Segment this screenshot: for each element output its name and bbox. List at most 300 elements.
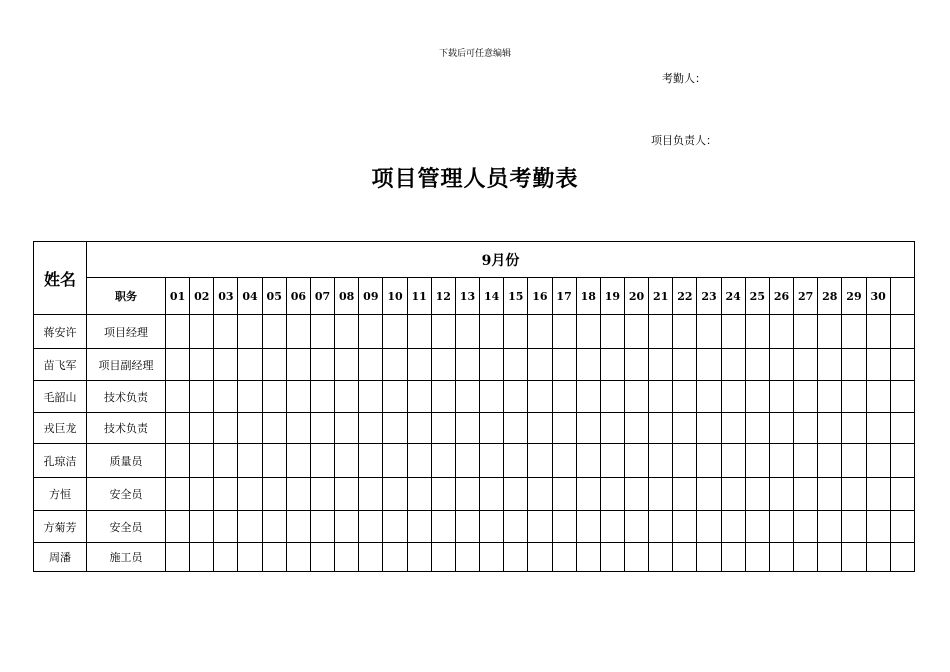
day-header: 02: [190, 278, 214, 315]
attendance-cell[interactable]: [842, 349, 866, 381]
day-header: 11: [407, 278, 431, 315]
attendance-cell[interactable]: [866, 511, 890, 543]
attendance-cell[interactable]: [624, 413, 648, 444]
attendance-table: [33, 241, 915, 572]
employee-role: 质量员: [87, 444, 166, 478]
attendance-cell[interactable]: [745, 315, 769, 349]
attendance-cell[interactable]: [431, 413, 455, 444]
attendance-cell[interactable]: [600, 543, 624, 572]
attendance-cell[interactable]: [794, 381, 818, 413]
attendance-cell[interactable]: [407, 511, 431, 543]
attendance-cell[interactable]: [238, 413, 262, 444]
attendance-cell[interactable]: [190, 381, 214, 413]
header-note: 下载后可任意编辑: [438, 49, 511, 59]
attendance-cell[interactable]: [431, 511, 455, 543]
attendance-cell[interactable]: [842, 381, 866, 413]
attendance-cell[interactable]: [214, 381, 238, 413]
checker-label: 考勤人：: [662, 72, 706, 85]
attendance-cell[interactable]: [238, 511, 262, 543]
attendance-cell[interactable]: [166, 413, 190, 444]
day-header-row: [34, 278, 915, 315]
attendance-cell[interactable]: [455, 543, 479, 572]
attendance-cell[interactable]: [624, 543, 648, 572]
attendance-cell[interactable]: [721, 381, 745, 413]
attendance-cell[interactable]: [480, 478, 504, 511]
attendance-cell[interactable]: [335, 349, 359, 381]
attendance-cell[interactable]: [890, 444, 914, 478]
day-header: 10: [383, 278, 407, 315]
attendance-cell[interactable]: [673, 511, 697, 543]
attendance-cell[interactable]: [890, 315, 914, 349]
attendance-cell[interactable]: [480, 349, 504, 381]
attendance-cell[interactable]: [262, 511, 286, 543]
attendance-cell[interactable]: [166, 315, 190, 349]
attendance-cell[interactable]: [818, 511, 842, 543]
employee-name: 苗飞军: [34, 349, 87, 381]
attendance-cell[interactable]: [528, 381, 552, 413]
attendance-cell[interactable]: [794, 315, 818, 349]
attendance-cell[interactable]: [262, 478, 286, 511]
attendance-cell[interactable]: [576, 511, 600, 543]
attendance-cell[interactable]: [383, 349, 407, 381]
attendance-cell[interactable]: [842, 478, 866, 511]
attendance-cell[interactable]: [697, 511, 721, 543]
attendance-cell[interactable]: [721, 413, 745, 444]
table-row: [34, 543, 915, 572]
employee-role: 技术负责: [87, 413, 166, 444]
attendance-cell[interactable]: [310, 444, 334, 478]
attendance-cell[interactable]: [262, 444, 286, 478]
day-header: 22: [673, 278, 697, 315]
attendance-cell[interactable]: [504, 511, 528, 543]
attendance-cell[interactable]: [552, 349, 576, 381]
attendance-cell[interactable]: [359, 543, 383, 572]
month-header: 9月份: [87, 242, 915, 278]
attendance-cell[interactable]: [552, 511, 576, 543]
attendance-cell[interactable]: [600, 381, 624, 413]
attendance-cell[interactable]: [866, 381, 890, 413]
attendance-cell[interactable]: [745, 511, 769, 543]
attendance-cell[interactable]: [335, 444, 359, 478]
attendance-cell[interactable]: [407, 349, 431, 381]
attendance-cell[interactable]: [455, 511, 479, 543]
attendance-cell[interactable]: [407, 315, 431, 349]
attendance-cell[interactable]: [576, 444, 600, 478]
attendance-cell[interactable]: [335, 511, 359, 543]
attendance-cell[interactable]: [359, 478, 383, 511]
attendance-cell[interactable]: [552, 315, 576, 349]
attendance-cell[interactable]: [359, 413, 383, 444]
attendance-cell[interactable]: [842, 511, 866, 543]
attendance-cell[interactable]: [818, 349, 842, 381]
attendance-cell[interactable]: [745, 478, 769, 511]
role-header: 职务: [87, 278, 166, 315]
attendance-cell[interactable]: [383, 543, 407, 572]
attendance-cell[interactable]: [528, 413, 552, 444]
employee-name: 周潘: [34, 543, 87, 572]
attendance-cell[interactable]: [866, 413, 890, 444]
attendance-cell[interactable]: [383, 478, 407, 511]
attendance-cell[interactable]: [649, 478, 673, 511]
attendance-cell[interactable]: [818, 478, 842, 511]
attendance-cell[interactable]: [504, 478, 528, 511]
attendance-cell[interactable]: [480, 511, 504, 543]
attendance-cell[interactable]: [214, 444, 238, 478]
attendance-cell[interactable]: [697, 349, 721, 381]
attendance-cell[interactable]: [649, 511, 673, 543]
day-header: 24: [721, 278, 745, 315]
attendance-cell[interactable]: [528, 511, 552, 543]
attendance-cell[interactable]: [697, 413, 721, 444]
attendance-cell[interactable]: [890, 478, 914, 511]
attendance-cell[interactable]: [866, 444, 890, 478]
attendance-cell[interactable]: [842, 444, 866, 478]
attendance-cell[interactable]: [480, 444, 504, 478]
attendance-cell[interactable]: [528, 315, 552, 349]
attendance-cell[interactable]: [504, 444, 528, 478]
day-header: 04: [238, 278, 262, 315]
attendance-cell[interactable]: [407, 381, 431, 413]
attendance-cell[interactable]: [673, 444, 697, 478]
attendance-cell[interactable]: [262, 413, 286, 444]
day-header: 28: [818, 278, 842, 315]
attendance-cell[interactable]: [310, 315, 334, 349]
attendance-cell[interactable]: [480, 381, 504, 413]
attendance-cell[interactable]: [576, 349, 600, 381]
attendance-cell[interactable]: [455, 444, 479, 478]
day-header: 23: [697, 278, 721, 315]
attendance-cell[interactable]: [286, 413, 310, 444]
attendance-cell[interactable]: [383, 381, 407, 413]
attendance-cell[interactable]: [600, 315, 624, 349]
attendance-cell[interactable]: [866, 349, 890, 381]
day-header: 26: [769, 278, 793, 315]
attendance-cell[interactable]: [673, 413, 697, 444]
attendance-cell[interactable]: [528, 349, 552, 381]
attendance-cell[interactable]: [600, 511, 624, 543]
attendance-cell[interactable]: [866, 478, 890, 511]
attendance-cell[interactable]: [721, 444, 745, 478]
employee-name: 戎巨龙: [34, 413, 87, 444]
attendance-cell[interactable]: [600, 444, 624, 478]
attendance-cell[interactable]: [576, 543, 600, 572]
attendance-cell[interactable]: [455, 413, 479, 444]
attendance-cell[interactable]: [190, 315, 214, 349]
attendance-cell[interactable]: [431, 315, 455, 349]
attendance-cell[interactable]: [238, 349, 262, 381]
employee-role: 施工员: [87, 543, 166, 572]
attendance-cell[interactable]: [649, 413, 673, 444]
attendance-cell[interactable]: [359, 511, 383, 543]
attendance-cell[interactable]: [214, 511, 238, 543]
attendance-cell[interactable]: [890, 349, 914, 381]
employee-role: 项目副经理: [87, 349, 166, 381]
employee-name: 蒋安许: [34, 315, 87, 349]
attendance-cell[interactable]: [649, 315, 673, 349]
attendance-cell[interactable]: [335, 543, 359, 572]
attendance-cell[interactable]: [480, 315, 504, 349]
attendance-cell[interactable]: [576, 315, 600, 349]
attendance-cell[interactable]: [166, 543, 190, 572]
attendance-cell[interactable]: [407, 444, 431, 478]
attendance-cell[interactable]: [818, 315, 842, 349]
attendance-cell[interactable]: [673, 315, 697, 349]
attendance-cell[interactable]: [359, 315, 383, 349]
attendance-cell[interactable]: [624, 381, 648, 413]
attendance-cell[interactable]: [504, 543, 528, 572]
day-header: 06: [286, 278, 310, 315]
attendance-cell[interactable]: [310, 413, 334, 444]
attendance-cell[interactable]: [600, 349, 624, 381]
attendance-cell[interactable]: [624, 444, 648, 478]
attendance-cell[interactable]: [769, 543, 793, 572]
attendance-cell[interactable]: [745, 543, 769, 572]
employee-name: 方恒: [34, 478, 87, 511]
attendance-cell[interactable]: [262, 349, 286, 381]
attendance-cell[interactable]: [794, 349, 818, 381]
attendance-cell[interactable]: [576, 381, 600, 413]
attendance-cell[interactable]: [552, 444, 576, 478]
attendance-cell[interactable]: [818, 444, 842, 478]
attendance-cell[interactable]: [769, 315, 793, 349]
attendance-cell[interactable]: [769, 413, 793, 444]
attendance-cell[interactable]: [818, 413, 842, 444]
attendance-cell[interactable]: [552, 381, 576, 413]
attendance-cell[interactable]: [890, 511, 914, 543]
day-header: 18: [576, 278, 600, 315]
attendance-cell[interactable]: [455, 381, 479, 413]
table-row: [34, 478, 915, 511]
attendance-cell[interactable]: [745, 444, 769, 478]
day-header: 25: [745, 278, 769, 315]
attendance-cell[interactable]: [721, 511, 745, 543]
attendance-cell[interactable]: [600, 413, 624, 444]
attendance-cell[interactable]: [286, 315, 310, 349]
attendance-cell[interactable]: [697, 478, 721, 511]
attendance-cell[interactable]: [697, 543, 721, 572]
employee-role: 项目经理: [87, 315, 166, 349]
attendance-cell[interactable]: [649, 381, 673, 413]
attendance-cell[interactable]: [842, 543, 866, 572]
day-header: 27: [794, 278, 818, 315]
attendance-cell[interactable]: [310, 349, 334, 381]
attendance-cell[interactable]: [866, 543, 890, 572]
attendance-cell[interactable]: [818, 543, 842, 572]
attendance-cell[interactable]: [721, 478, 745, 511]
attendance-cell[interactable]: [552, 413, 576, 444]
attendance-cell[interactable]: [335, 381, 359, 413]
day-header: 01: [166, 278, 190, 315]
attendance-cell[interactable]: [214, 349, 238, 381]
attendance-cell[interactable]: [842, 315, 866, 349]
attendance-cell[interactable]: [673, 381, 697, 413]
attendance-cell[interactable]: [721, 543, 745, 572]
attendance-cell[interactable]: [794, 543, 818, 572]
attendance-cell[interactable]: [769, 381, 793, 413]
attendance-cell[interactable]: [528, 478, 552, 511]
attendance-cell[interactable]: [794, 444, 818, 478]
attendance-cell[interactable]: [866, 315, 890, 349]
attendance-cell[interactable]: [504, 413, 528, 444]
attendance-cell[interactable]: [697, 315, 721, 349]
table-row: [34, 511, 915, 543]
attendance-cell[interactable]: [890, 413, 914, 444]
attendance-cell[interactable]: [214, 543, 238, 572]
attendance-cell[interactable]: [383, 315, 407, 349]
attendance-cell[interactable]: [480, 543, 504, 572]
attendance-cell[interactable]: [455, 315, 479, 349]
attendance-cell[interactable]: [794, 413, 818, 444]
day-header: 17: [552, 278, 576, 315]
attendance-cell[interactable]: [528, 543, 552, 572]
attendance-cell[interactable]: [649, 444, 673, 478]
attendance-cell[interactable]: [166, 478, 190, 511]
attendance-cell[interactable]: [238, 315, 262, 349]
attendance-cell[interactable]: [528, 444, 552, 478]
page-title: 项目管理人员考勤表: [371, 166, 579, 192]
attendance-cell[interactable]: [262, 543, 286, 572]
day-header: [890, 278, 914, 315]
attendance-cell[interactable]: [359, 349, 383, 381]
attendance-cell[interactable]: [166, 381, 190, 413]
attendance-cell[interactable]: [649, 349, 673, 381]
attendance-cell[interactable]: [480, 413, 504, 444]
attendance-cell[interactable]: [310, 478, 334, 511]
attendance-cell[interactable]: [431, 543, 455, 572]
attendance-cell[interactable]: [238, 381, 262, 413]
attendance-cell[interactable]: [504, 349, 528, 381]
attendance-cell[interactable]: [504, 381, 528, 413]
attendance-cell[interactable]: [359, 381, 383, 413]
attendance-cell[interactable]: [624, 349, 648, 381]
attendance-cell[interactable]: [190, 511, 214, 543]
attendance-cell[interactable]: [576, 413, 600, 444]
manager-label: 项目负责人：: [651, 134, 717, 147]
attendance-cell[interactable]: [286, 444, 310, 478]
attendance-cell[interactable]: [794, 478, 818, 511]
attendance-cell[interactable]: [214, 315, 238, 349]
attendance-cell[interactable]: [697, 381, 721, 413]
attendance-cell[interactable]: [673, 543, 697, 572]
attendance-cell[interactable]: [335, 413, 359, 444]
attendance-cell[interactable]: [166, 349, 190, 381]
attendance-cell[interactable]: [407, 413, 431, 444]
attendance-cell[interactable]: [769, 349, 793, 381]
attendance-cell[interactable]: [431, 381, 455, 413]
attendance-cell[interactable]: [769, 444, 793, 478]
attendance-cell[interactable]: [431, 444, 455, 478]
attendance-cell[interactable]: [166, 444, 190, 478]
attendance-cell[interactable]: [262, 381, 286, 413]
day-header: 30: [866, 278, 890, 315]
attendance-cell[interactable]: [190, 543, 214, 572]
attendance-cell[interactable]: [431, 478, 455, 511]
attendance-cell[interactable]: [310, 543, 334, 572]
attendance-cell[interactable]: [383, 511, 407, 543]
table-row: [34, 381, 915, 413]
attendance-cell[interactable]: [890, 381, 914, 413]
attendance-cell[interactable]: [262, 315, 286, 349]
attendance-cell[interactable]: [624, 315, 648, 349]
attendance-cell[interactable]: [407, 478, 431, 511]
attendance-cell[interactable]: [697, 444, 721, 478]
attendance-cell[interactable]: [190, 478, 214, 511]
attendance-cell[interactable]: [238, 444, 262, 478]
attendance-cell[interactable]: [721, 315, 745, 349]
attendance-cell[interactable]: [842, 413, 866, 444]
attendance-cell[interactable]: [359, 444, 383, 478]
attendance-cell[interactable]: [600, 478, 624, 511]
day-header: 21: [649, 278, 673, 315]
attendance-cell[interactable]: [214, 413, 238, 444]
attendance-cell[interactable]: [407, 543, 431, 572]
attendance-cell[interactable]: [745, 381, 769, 413]
attendance-cell[interactable]: [335, 478, 359, 511]
attendance-cell[interactable]: [504, 315, 528, 349]
employee-name: 方菊芳: [34, 511, 87, 543]
attendance-cell[interactable]: [214, 478, 238, 511]
attendance-cell[interactable]: [745, 413, 769, 444]
day-header: 05: [262, 278, 286, 315]
attendance-cell[interactable]: [286, 543, 310, 572]
attendance-cell[interactable]: [431, 349, 455, 381]
attendance-cell[interactable]: [286, 478, 310, 511]
attendance-cell[interactable]: [166, 511, 190, 543]
attendance-cell[interactable]: [576, 478, 600, 511]
attendance-cell[interactable]: [673, 478, 697, 511]
attendance-cell[interactable]: [238, 478, 262, 511]
attendance-cell[interactable]: [745, 349, 769, 381]
table-row: [34, 413, 915, 444]
attendance-cell[interactable]: [624, 511, 648, 543]
day-header: 08: [335, 278, 359, 315]
attendance-cell[interactable]: [286, 381, 310, 413]
day-header: 13: [455, 278, 479, 315]
day-header: 19: [600, 278, 624, 315]
attendance-cell[interactable]: [383, 413, 407, 444]
attendance-cell[interactable]: [383, 444, 407, 478]
attendance-cell[interactable]: [624, 478, 648, 511]
attendance-cell[interactable]: [721, 349, 745, 381]
attendance-cell[interactable]: [190, 413, 214, 444]
employee-role: 安全员: [87, 478, 166, 511]
attendance-cell[interactable]: [286, 349, 310, 381]
attendance-cell[interactable]: [335, 315, 359, 349]
attendance-cell[interactable]: [890, 543, 914, 572]
attendance-cell[interactable]: [310, 511, 334, 543]
attendance-cell[interactable]: [673, 349, 697, 381]
attendance-cell[interactable]: [769, 478, 793, 511]
attendance-cell[interactable]: [238, 543, 262, 572]
attendance-cell[interactable]: [310, 381, 334, 413]
attendance-cell[interactable]: [769, 511, 793, 543]
employee-name: 毛韶山: [34, 381, 87, 413]
attendance-cell[interactable]: [552, 478, 576, 511]
attendance-cell[interactable]: [455, 349, 479, 381]
employee-name: 孔琼洁: [34, 444, 87, 478]
attendance-cell[interactable]: [552, 543, 576, 572]
attendance-cell[interactable]: [818, 381, 842, 413]
day-header: 07: [310, 278, 334, 315]
attendance-cell[interactable]: [794, 511, 818, 543]
day-header: 09: [359, 278, 383, 315]
attendance-cell[interactable]: [286, 511, 310, 543]
attendance-cell[interactable]: [190, 444, 214, 478]
attendance-cell[interactable]: [649, 543, 673, 572]
attendance-cell[interactable]: [190, 349, 214, 381]
attendance-cell[interactable]: [455, 478, 479, 511]
employee-role: 技术负责: [87, 381, 166, 413]
